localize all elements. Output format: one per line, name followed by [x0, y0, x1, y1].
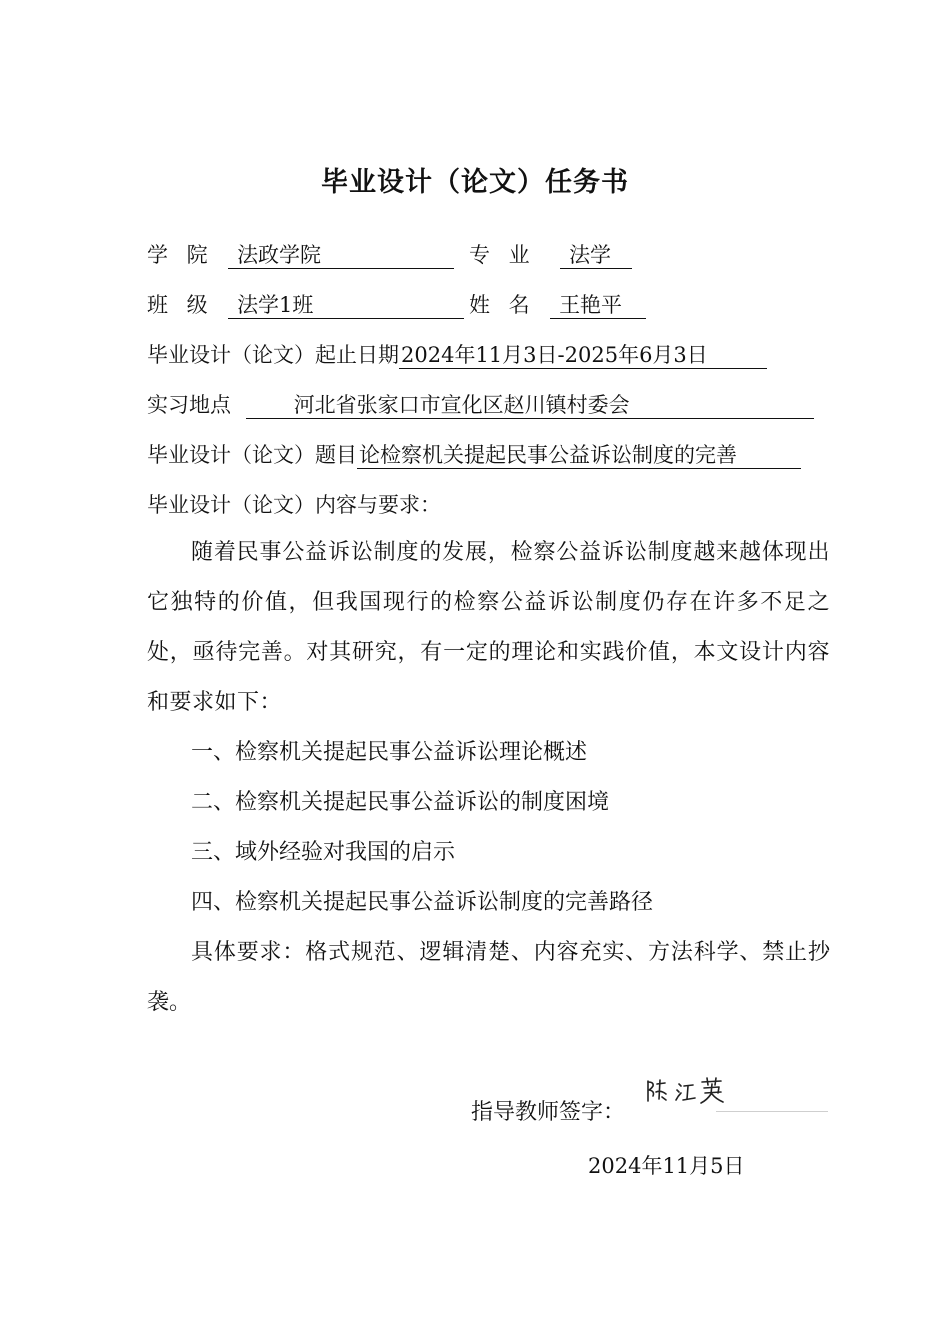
name-value [550, 292, 646, 319]
major-label: 专 业 [469, 243, 536, 267]
class-row [147, 290, 464, 320]
signature-date: 2024年11月5日 [588, 1154, 745, 1178]
college-label: 学 院 [147, 243, 214, 267]
major-value [560, 242, 632, 269]
location-value-text: 河北省张家口市宣化区赵川镇村委会 [293, 393, 630, 417]
content-label: 毕业设计（论文）内容与要求： [147, 493, 441, 517]
period-value [399, 342, 767, 369]
location-label: 实习地点 [147, 393, 231, 417]
college-row [147, 240, 454, 270]
document-title: 毕业设计（论文）任务书 [321, 167, 629, 198]
signature-label: 指导教师签字： [471, 1100, 626, 1125]
location-row [147, 390, 814, 420]
list-item: 一、检察机关提起民事公益诉讼理论概述 [191, 740, 588, 765]
topic-row [147, 440, 801, 470]
period-value-text: 2024年11月3日-2025年6月3日 [401, 343, 708, 367]
topic-label: 毕业设计（论文）题目 [147, 443, 357, 467]
name-value-text: 王艳平 [559, 293, 623, 317]
major-value-text: 法学 [569, 243, 612, 267]
period-label: 毕业设计（论文）起止日期 [147, 343, 399, 367]
signature-image [645, 1075, 725, 1107]
college-value-text: 法政学院 [237, 243, 322, 267]
list-item: 三、域外经验对我国的启示 [191, 840, 456, 865]
handwritten-signature [645, 1075, 725, 1111]
major-row [469, 240, 632, 270]
name-label: 姓 名 [469, 293, 536, 317]
period-row [147, 340, 767, 370]
intro-paragraph: 随着民事公益诉讼制度的发展，检察公益诉讼制度越来越体现出它独特的价值，但我国现行的检察公益诉讼制度仍存在许多不足之处，亟待完善。对其研究，有一定的理论和实践价值，本文设计内容和要求如下： [147, 540, 830, 715]
class-label: 班 级 [147, 293, 214, 317]
location-value [246, 392, 814, 419]
college-value [228, 242, 454, 269]
list-item: 二、检察机关提起民事公益诉讼的制度困境 [191, 790, 610, 815]
requirements-paragraph: 具体要求：格式规范、逻辑清楚、内容充实、方法科学、禁止抄袭。 [147, 940, 830, 1015]
name-row [469, 290, 646, 320]
topic-value-text: 论检察机关提起民事公益诉讼制度的完善 [359, 443, 737, 467]
class-value [228, 292, 464, 319]
class-value-text: 法学1班 [237, 293, 314, 317]
list-item: 四、检察机关提起民事公益诉讼制度的完善路径 [191, 890, 654, 915]
signature-line [716, 1111, 828, 1112]
topic-value [357, 442, 801, 469]
